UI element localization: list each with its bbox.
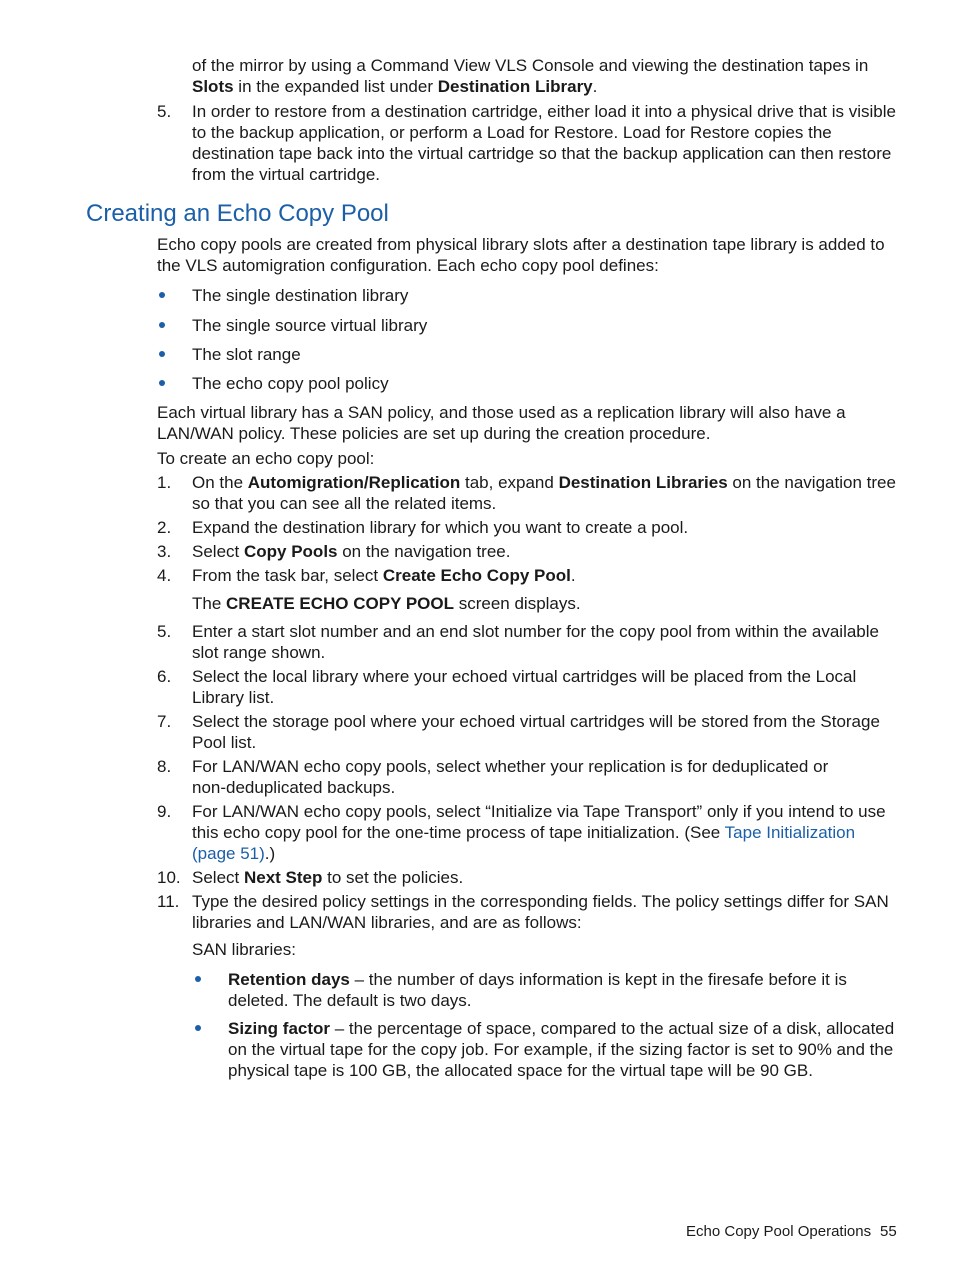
list-item: The slot range xyxy=(192,345,301,364)
automigration-tab-term: Automigration/Replication xyxy=(247,473,461,492)
bullet-icon xyxy=(195,1025,201,1031)
step-number: 9. xyxy=(157,802,172,821)
step-5-text: Enter a start slot number and an end slot number for the copy pool from within the available slot range shown. xyxy=(192,622,879,662)
intro-continuation xyxy=(192,55,902,97)
section-heading: Creating an Echo Copy Pool xyxy=(86,200,389,227)
copy-pools-term: Copy Pools xyxy=(243,542,338,561)
step-text: From the task bar, select xyxy=(192,566,383,585)
step-number: 5. xyxy=(157,102,172,121)
step-number: 8. xyxy=(157,757,172,776)
step-text: For LAN/WAN echo copy pools, select “Initialize via Tape Transport” only if you intend to use this echo copy pool for the one-time process of tape initialization. (See xyxy=(192,802,886,842)
step-number: 6. xyxy=(157,667,172,686)
retention-days-term: Retention days xyxy=(228,970,350,989)
step-text: to set the policies. xyxy=(322,868,464,887)
intro-period: . xyxy=(592,77,598,96)
step-2-text: Expand the destination library for which you want to create a pool. xyxy=(192,518,689,537)
screen-name-term: CREATE ECHO COPY POOL xyxy=(226,594,454,613)
step-4-text xyxy=(192,565,576,586)
step-number: 5. xyxy=(157,622,172,641)
san-item xyxy=(228,1018,902,1081)
bullet-icon xyxy=(195,976,201,982)
procedure-intro: To create an echo copy pool: xyxy=(157,449,375,468)
san-item-desc: – the number of days information is kept in the firesafe before it is deleted. The default is two days. xyxy=(228,970,847,1010)
step-text: tab, expand xyxy=(460,473,559,492)
bullet-icon xyxy=(159,292,165,298)
step-text: Select xyxy=(192,542,244,561)
step-text: .) xyxy=(264,844,276,863)
step-6-text: Select the local library where your echoed virtual cartridges will be placed from the Local Library list. xyxy=(192,667,857,707)
bullet-icon xyxy=(159,322,165,328)
step-9-text xyxy=(192,801,892,864)
policy-paragraph: Each virtual library has a SAN policy, and those used as a replication library will also have a LAN/WAN policy. These policies are set up during the creation procedure. xyxy=(157,403,846,443)
footer-chapter: Echo Copy Pool Operations xyxy=(686,1223,872,1240)
step-text: The xyxy=(192,594,227,613)
step-10-text xyxy=(192,867,463,888)
step-text: . xyxy=(570,566,576,585)
step-number: 4. xyxy=(157,566,172,585)
step-number: 2. xyxy=(157,518,172,537)
step-text: Select xyxy=(192,868,244,887)
step-number: 11. xyxy=(157,892,180,911)
step-7-text: Select the storage pool where your echoed virtual cartridges will be stored from the Storage Pool list. xyxy=(192,712,880,752)
bullet-icon xyxy=(159,380,165,386)
create-echo-copy-pool-term: Create Echo Copy Pool xyxy=(382,566,571,585)
restore-step-text: In order to restore from a destination cartridge, either load it into a physical drive that is visible to the backup application, or perform a Load for Restore. Load for Restore copies the destination tape back into the virtual cartridge so that the backup application can then restore from the virtual cartridge. xyxy=(192,102,896,184)
step-number: 3. xyxy=(157,542,172,561)
step-4-note xyxy=(192,593,581,614)
list-item: The single source virtual library xyxy=(192,316,428,335)
sizing-factor-term: Sizing factor xyxy=(228,1019,331,1038)
list-item: The single destination library xyxy=(192,286,409,305)
step-8-text: For LAN/WAN echo copy pools, select whether your replication is for deduplicated or non-deduplicated backups. xyxy=(192,757,829,797)
page-number: 55 xyxy=(880,1223,897,1240)
step-number: 10. xyxy=(157,868,181,887)
intro-text: in the expanded list under xyxy=(233,77,438,96)
step-text: screen displays. xyxy=(454,594,581,613)
san-item xyxy=(228,969,902,1011)
step-11-text: Type the desired policy settings in the corresponding fields. The policy settings differ for SAN libraries and LAN/WAN libraries, and are as follows: xyxy=(192,892,889,932)
slots-term: Slots xyxy=(192,77,234,96)
step-number: 7. xyxy=(157,712,172,731)
tape-initialization-link[interactable]: Tape Initialization (page 51) xyxy=(192,823,856,863)
destination-libraries-term: Destination Libraries xyxy=(558,473,728,492)
step-text: On the xyxy=(192,473,248,492)
next-step-term: Next Step xyxy=(243,868,323,887)
san-item-desc: – the percentage of space, compared to the actual size of a disk, allocated on the virtual tape for the copy job. For example, if the sizing factor is set to 90% and the physical tape is 100 GB, the allocated space for the virtual tape will be 90 GB. xyxy=(228,1019,895,1080)
step-text: on the navigation tree. xyxy=(337,542,511,561)
section-intro: Echo copy pools are created from physical library slots after a destination tape library is added to the VLS automigration configuration. Each echo copy pool defines: xyxy=(157,235,885,275)
destination-library-term: Destination Library xyxy=(437,77,593,96)
step-number: 1. xyxy=(157,473,172,492)
step-3-text xyxy=(192,541,510,562)
san-libraries-label: SAN libraries: xyxy=(192,940,296,959)
intro-line: of the mirror by using a Command View VLS Console and viewing the destination tapes in xyxy=(192,56,869,75)
list-item: The echo copy pool policy xyxy=(192,374,389,393)
step-text: on the navigation tree so that you can see all the related items. xyxy=(192,473,896,513)
step-1-text xyxy=(192,472,897,514)
bullet-icon xyxy=(159,351,165,357)
